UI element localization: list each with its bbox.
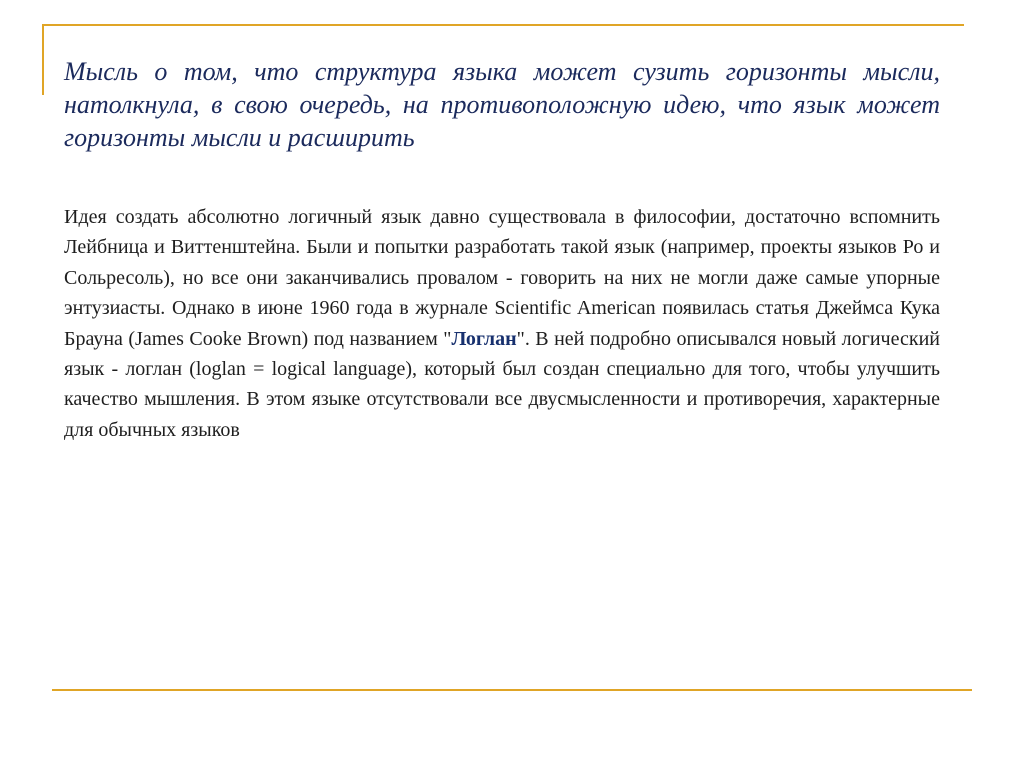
slide-title: Мысль о том, что структура языка может сузить горизонты мысли, натолкнула, в свою очередь, на противоположную идею, что язык может горизонты мысли и расширить [64, 57, 940, 152]
body-text-part-1: Идея создать абсолютно логичный язык давно существовала в философии, достаточно вспомнить Лейбница и Виттенштейна. Были и попытки разработать такой язык (например, проекты языков Ро и Сольресоль), но все они заканчивались провалом - говорить на них не могли даже самые упорные энтузиасты. Однако в июне 1960 года в журнале Scientific American появилась статья Джеймса Кука Брауна (James Cooke Brown) под названием " [64, 206, 940, 350]
frame-top-rule [42, 24, 964, 26]
frame-bottom-rule [52, 689, 972, 691]
slide-body-paragraph [64, 202, 940, 445]
body-text-part-2: ". В ней подробно описывался новый логический язык - логлан (loglan = logical language), который был создан специально для того, чтобы улучшить качество мышления. В этом языке отсутствовали все двусмысленности и противоречия, характерные для обычных языков [64, 327, 940, 441]
loglan-link[interactable]: Логлан [451, 327, 517, 350]
frame-left-rule [42, 24, 44, 95]
